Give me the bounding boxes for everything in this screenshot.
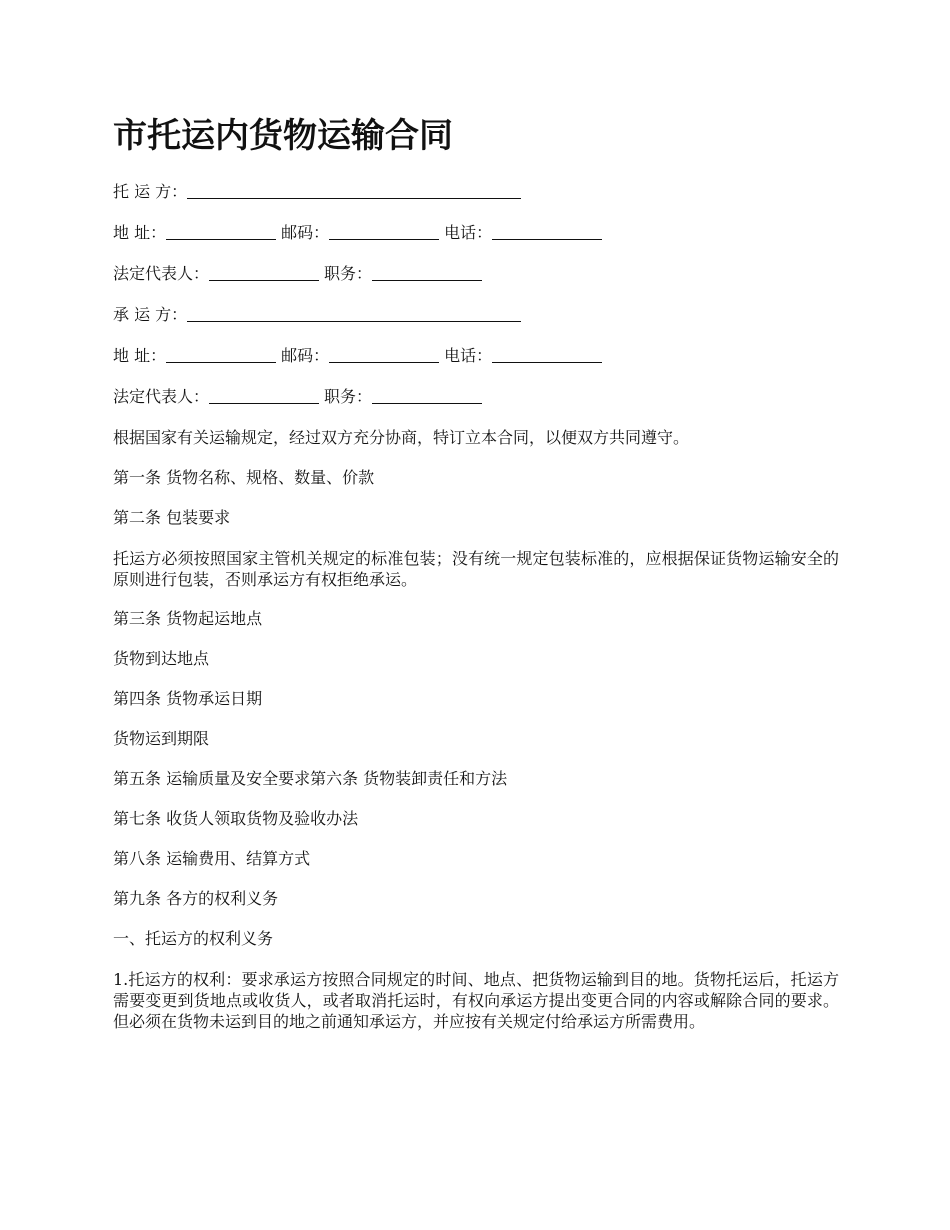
clause-heading: 第四条 货物承运日期 (113, 689, 263, 708)
carrier-party-field[interactable] (187, 305, 521, 322)
clause-paragraph: 1.托运方的权利：要求承运方按照合同规定的时间、地点、把货物运输到目的地。货物托运后，托运方需要变更到货地点或收货人，或者取消托运时，有权向承运方提出变更合同的内容或解除合同的要求。但必须在货物未运到目的地之前通知承运方，并应按有关规定付给承运方所需费用。 (113, 970, 839, 1031)
shipper-legal-rep-field[interactable] (209, 264, 319, 281)
carrier-party-line (113, 305, 521, 325)
preamble-paragraph: 根据国家有关运输规定，经过双方充分协商，特订立本合同，以便双方共同遵守。 (113, 428, 690, 447)
clause-heading: 第九条 各方的权利义务 (113, 889, 279, 908)
clause-heading: 第一条 货物名称、规格、数量、价款 (113, 468, 375, 487)
carrier-postcode-field[interactable] (329, 346, 439, 363)
page-title: 市托运内货物运输合同 (113, 116, 453, 156)
clause-heading: 第三条 货物起运地点 (113, 609, 263, 628)
carrier-legal-rep-field[interactable] (209, 387, 319, 404)
shipper-phone-field[interactable] (492, 223, 602, 240)
carrier-legal-rep-line (113, 387, 482, 407)
shipper-phone-label: 电话： (444, 223, 493, 242)
carrier-position-field[interactable] (372, 387, 482, 404)
clause-heading: 第七条 收货人领取货物及验收办法 (113, 809, 359, 828)
shipper-legal-rep-line (113, 264, 482, 284)
shipper-postcode-label: 邮码： (281, 223, 330, 242)
clause-heading: 第五条 运输质量及安全要求第六条 货物装卸责任和方法 (113, 769, 508, 788)
clause-paragraph: 托运方必须按照国家主管机关规定的标准包装；没有统一规定包装标准的，应根据保证货物运输安全的原则进行包装，否则承运方有权拒绝承运。 (113, 549, 839, 589)
clause-line: 货物到达地点 (113, 649, 210, 668)
clause-heading: 第二条 包装要求 (113, 508, 231, 527)
clause-heading: 第八条 运输费用、结算方式 (113, 849, 311, 868)
carrier-postcode-label: 邮码： (281, 346, 330, 365)
carrier-legal-rep-label: 法定代表人： (113, 387, 210, 406)
shipper-position-label: 职务： (324, 264, 373, 283)
carrier-address-label: 地 址： (113, 346, 167, 365)
shipper-address-line (113, 223, 602, 243)
shipper-postcode-field[interactable] (329, 223, 439, 240)
carrier-phone-label: 电话： (444, 346, 493, 365)
shipper-position-field[interactable] (372, 264, 482, 281)
section-heading: 一、托运方的权利义务 (113, 929, 274, 948)
carrier-phone-field[interactable] (492, 346, 602, 363)
carrier-position-label: 职务： (324, 387, 373, 406)
carrier-address-field[interactable] (166, 346, 276, 363)
shipper-address-field[interactable] (166, 223, 276, 240)
clause-line: 货物运到期限 (113, 729, 210, 748)
carrier-address-line (113, 346, 602, 366)
shipper-address-label: 地 址： (113, 223, 167, 242)
shipper-party-line (113, 182, 521, 202)
shipper-party-field[interactable] (187, 182, 521, 199)
shipper-legal-rep-label: 法定代表人： (113, 264, 210, 283)
carrier-party-label: 承 运 方： (113, 305, 188, 324)
shipper-party-label: 托 运 方： (113, 182, 188, 201)
